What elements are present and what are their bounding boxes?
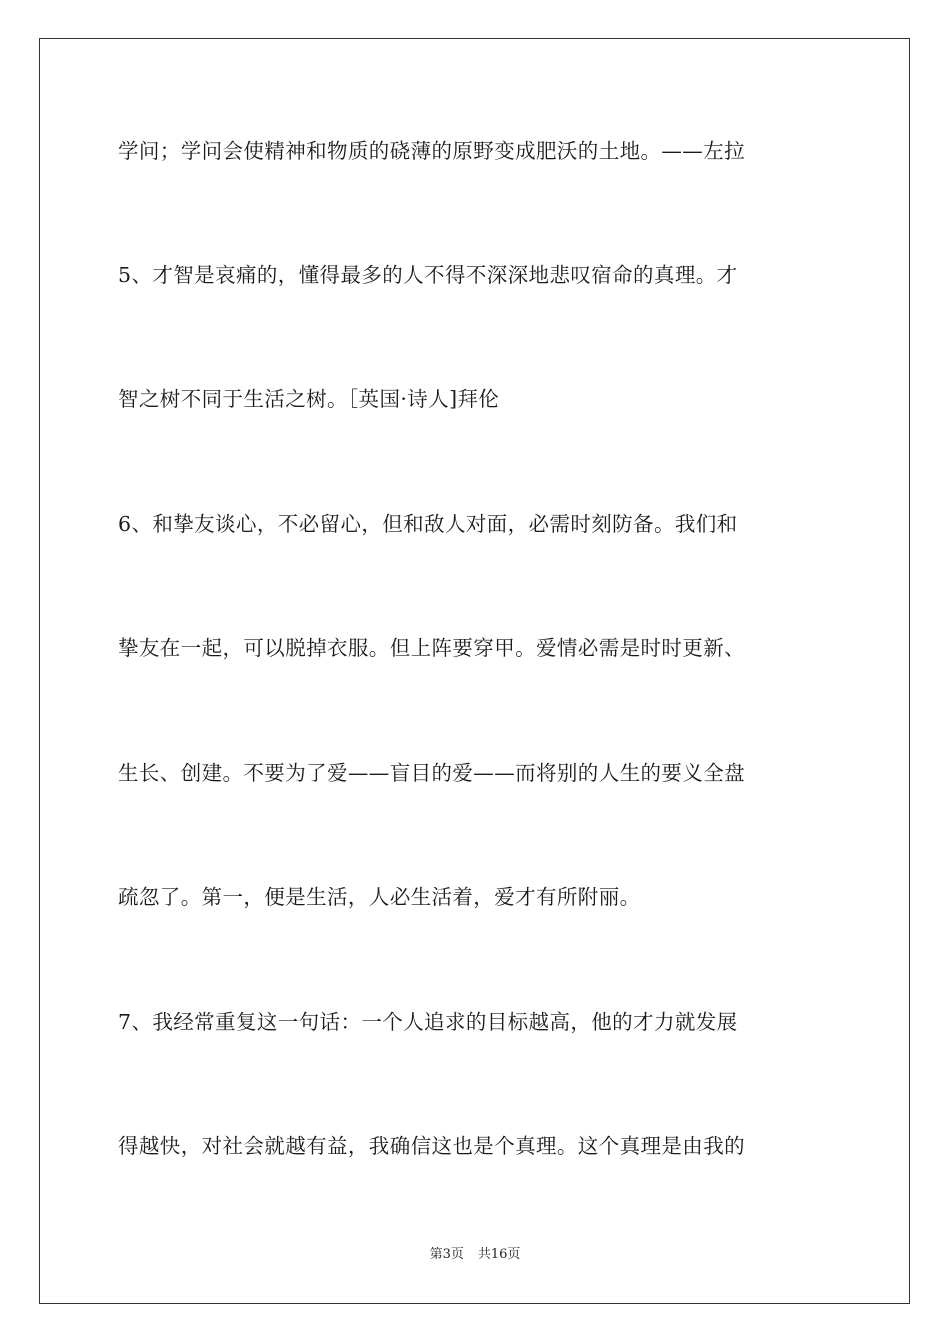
text-line: 疏忽了。第一，便是生活，人必生活着，爱才有所附丽。 <box>118 885 641 909</box>
page-total: 共16页 <box>477 1247 521 1262</box>
text-line: 智之树不同于生活之树。［英国·诗人]拜伦 <box>118 387 500 411</box>
page-number: 第3页 <box>429 1247 464 1262</box>
page-footer <box>0 1246 950 1264</box>
text-line: 7、我经常重复这一句话：一个人追求的目标越高，他的才力就发展 <box>118 1010 738 1034</box>
text-line: 6、和挚友谈心，不必留心，但和敌人对面，必需时刻防备。我们和 <box>118 512 738 536</box>
text-line: 生长、创建。不要为了爱——盲目的爱——而将别的人生的要义全盘 <box>118 761 745 785</box>
page-border <box>39 38 910 1304</box>
text-line: 挚友在一起，可以脱掉衣服。但上阵要穿甲。爱情必需是时时更新、 <box>118 636 745 660</box>
text-line: 学问；学问会使精神和物质的硗薄的原野变成肥沃的土地。——左拉 <box>118 139 745 163</box>
text-line: 5、才智是哀痛的，懂得最多的人不得不深深地悲叹宿命的真理。才 <box>118 263 738 287</box>
text-line: 得越快，对社会就越有益，我确信这也是个真理。这个真理是由我的 <box>118 1134 745 1158</box>
